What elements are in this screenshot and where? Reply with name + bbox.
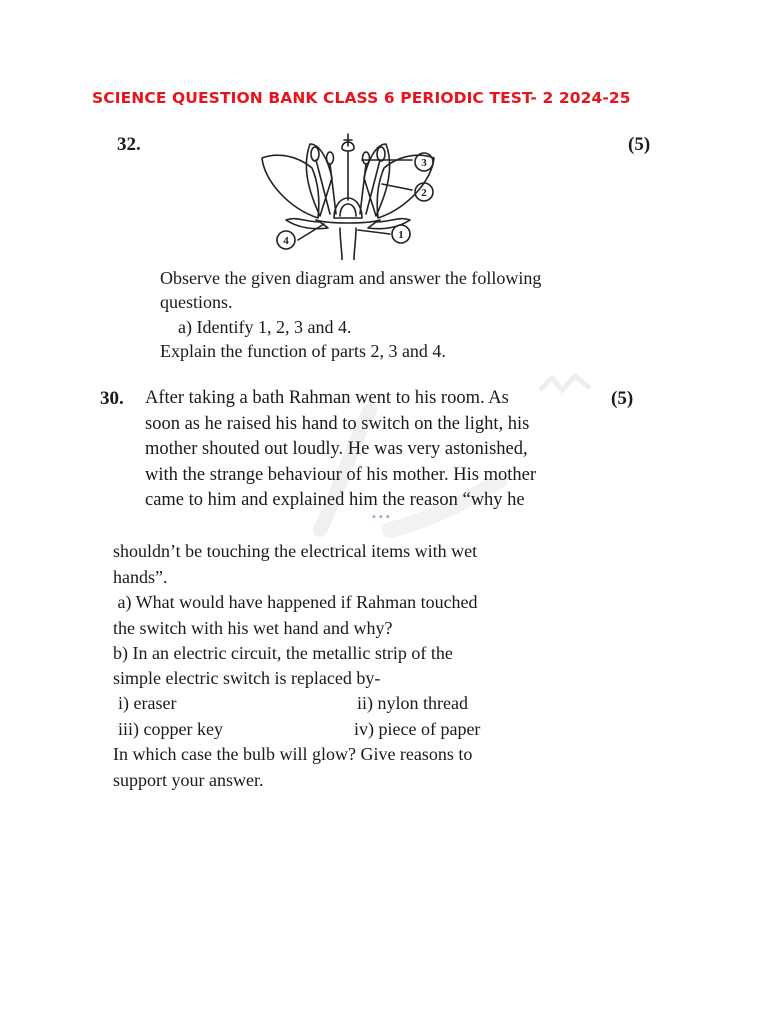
question-30-continuation: the switch with his wet hand and why? [113, 618, 393, 638]
option-iii: iii) copper key [118, 719, 223, 739]
question-30-line: After taking a bath Rahman went to his room. As [145, 388, 509, 408]
option-iv: iv) piece of paper [354, 719, 481, 739]
question-32-line: questions. [160, 292, 233, 312]
question-32-number: 32. [117, 134, 141, 155]
page-title: SCIENCE QUESTION BANK CLASS 6 PERIODIC TEST- 2 2024-25 [92, 89, 631, 107]
question-32-marks: (5) [628, 134, 651, 155]
diagram-label-4: 4 [283, 235, 289, 247]
question-30-closing: In which case the bulb will glow? Give reasons to [113, 744, 473, 764]
pedicel [340, 228, 342, 260]
flower-diagram [258, 130, 448, 260]
petal-left [262, 155, 319, 218]
question-30-continuation: simple electric switch is replaced by- [113, 668, 381, 688]
question-30-continuation: hands”. [113, 567, 168, 587]
question-30-marks: (5) [611, 388, 634, 409]
question-30-number: 30. [100, 388, 124, 409]
diagram-label-2: 2 [421, 187, 427, 199]
question-30-line: soon as he raised his hand to switch on the light, his [145, 414, 530, 434]
question-30-line: mother shouted out loudly. He was very astonished, [145, 439, 528, 459]
question-32-line: a) Identify 1, 2, 3 and 4. [178, 317, 352, 337]
diagram-label-1: 1 [398, 229, 404, 241]
question-30-continuation: b) In an electric circuit, the metallic strip of the [113, 643, 453, 663]
option-i: i) eraser [118, 693, 177, 713]
question-30-continuation: a) What would have happened if Rahman touched [113, 592, 478, 612]
sepal-left [286, 219, 328, 229]
question-30-line: came to him and explained him the reason “why he [145, 490, 525, 510]
sepal-right [368, 219, 410, 229]
watermark-dots: ••• [371, 512, 392, 523]
option-ii: ii) nylon thread [357, 693, 468, 713]
question-30-line: with the strange behaviour of his mother. His mother [145, 465, 536, 485]
question-30-continuation: shouldn’t be touching the electrical items with wet [113, 541, 478, 561]
diagram-label-3: 3 [421, 157, 427, 169]
question-32-line: Explain the function of parts 2, 3 and 4. [160, 341, 446, 361]
question-30-closing: support your answer. [113, 770, 264, 790]
question-32-line: Observe the given diagram and answer the following [160, 268, 542, 288]
ovary [334, 198, 362, 218]
